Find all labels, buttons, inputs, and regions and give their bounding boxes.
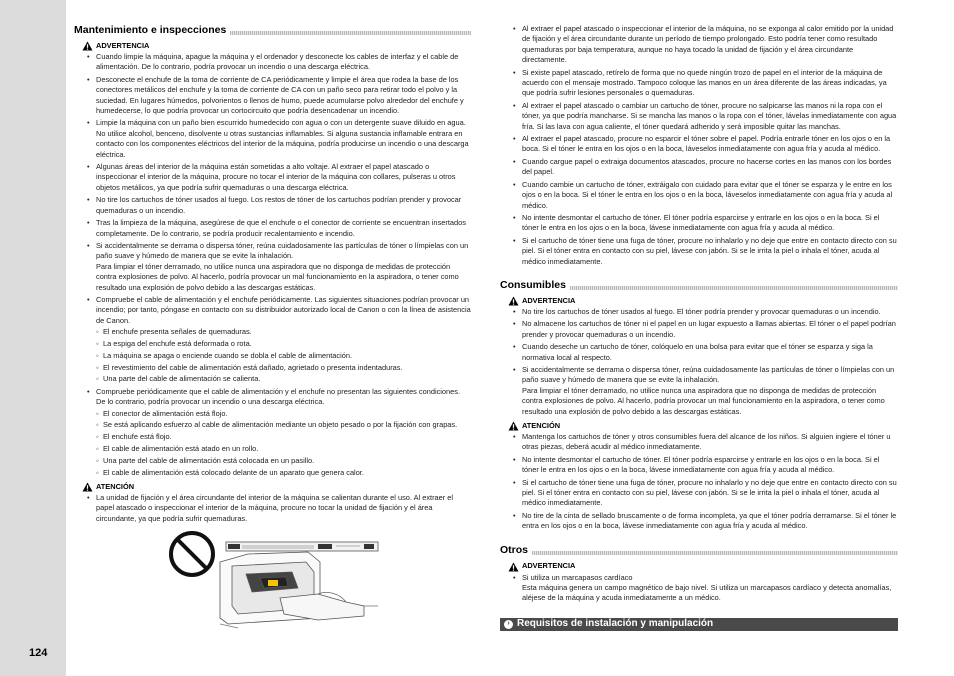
section-title: Otros bbox=[500, 544, 532, 556]
warning-label: ADVERTENCIA bbox=[522, 295, 576, 305]
list-item bbox=[522, 319, 898, 340]
left-column bbox=[74, 18, 471, 634]
section-header-others bbox=[500, 544, 898, 556]
caution-list bbox=[74, 493, 471, 524]
item-text: Limpie la máquina con un paño bien escurrido humedecido con agua o con un detergente suave diluido en agua. No utilice alcohol, benceno, disolvente u otras sustancias inflamables. Si alguna sustancia inflamable entrara en contacto con los componentes eléctricos del interior de la máquina, podría producirse un incendio o una descarga eléctrica. bbox=[96, 118, 469, 159]
list-item: • Si el cartucho de tóner tiene una fuga de tóner, procure no inhalarlo y no deje que entre en contacto directo con su piel. Si el tóner entra en contacto con su piel, lávese con jabón. Si se le irrita la piel o inhala el tóner, acuda al médico inmediatamente. bbox=[522, 236, 898, 267]
warning-icon bbox=[508, 296, 519, 306]
item-text: Compruebe el cable de alimentación y el enchufe periódicamente. Las siguientes situaciones podrían provocar un incendio; por tanto, póngase en contacto con su distribuidor autorizado local de Canon o con la línea de asistencia de Canon. bbox=[96, 294, 471, 325]
section-bar-title: Requisitos de instalación y manipulación bbox=[517, 618, 714, 630]
fixing-unit-illustration bbox=[168, 528, 388, 634]
list-item bbox=[96, 493, 471, 524]
page-sidebar bbox=[0, 0, 66, 676]
list-item bbox=[96, 75, 471, 117]
illustration-graphic bbox=[168, 528, 388, 634]
chevron-right-icon: › bbox=[504, 620, 513, 629]
caution-heading bbox=[82, 482, 471, 492]
sub-item: ◦ El cable de alimentación está atado en un rollo. bbox=[103, 444, 471, 454]
item-text: No almacene los cartuchos de tóner ni el papel en un lugar expuesto a llamas abiertas. El tóner o el papel podrían prender y provocar quemaduras o un incendio. bbox=[522, 319, 896, 339]
warning-icon bbox=[508, 562, 519, 572]
list-item bbox=[522, 573, 898, 604]
item-text: Tras la limpieza de la máquina, asegúrese de que el enchufe o el conector de corriente se encuentran insertados completamente. De lo contrario, se podría producir recalentamiento e incendio. bbox=[96, 218, 466, 238]
warning-icon bbox=[82, 41, 93, 51]
others-warning-list bbox=[500, 573, 898, 604]
list-item: • Al extraer el papel atascado o cambiar un cartucho de tóner, procure no salpicarse las manos ni la ropa con el tóner, ya que podría mancharse. Si se mancha las manos o la ropa con el tóner, lávelas inmediatamente con agua fría. Si las lava con agua caliente, el tóner quedará adherido y será imposible quitar las manchas. bbox=[522, 101, 898, 132]
list-item bbox=[96, 387, 471, 478]
item-text: Esta máquina genera un campo magnético de bajo nivel. Si utiliza un marcapasos cardíaco y detecta anomalías, aléjese de la máquina y acuda inmediatamente a un médico. bbox=[522, 583, 892, 603]
list-item bbox=[522, 307, 898, 317]
caution-label: ATENCIÓN bbox=[96, 481, 135, 491]
sub-item: ◦ La máquina se apaga o enciende cuando se dobla el cable de alimentación. bbox=[103, 351, 471, 361]
item-text: Si accidentalmente se derrama o dispersa tóner, reúna cuidadosamente las partículas de tóner o límpielas con un paño suave y húmedo de manera que se evite la inhalación. bbox=[522, 364, 895, 385]
list-item bbox=[96, 295, 471, 385]
right-column bbox=[500, 24, 898, 631]
item-extra: Para limpiar el tóner derramado, no utilice nunca una aspiradora que no disponga de medidas de protección contra explosiones de polvo. Al hacerlo, podría provocar un mal funcionamiento en la aspiradora, o tener como resultado una explosión de polvo debido a las descargas estáticas. bbox=[522, 385, 885, 416]
item-text: Algunas áreas del interior de la máquina están sometidas a alto voltaje. Al extraer el papel atascado o inspeccionar el interior de la máquina, procure no tocar el interior de la máquina con collares, pulseras u otros objetos metálicos, ya que podría sufrir quemaduras o una descarga eléctrica. bbox=[96, 162, 456, 192]
item-text: Compruebe periódicamente que el cable de alimentación y el enchufe no presentan las siguientes condiciones. De lo contrario, podría provocar un incendio o una descarga eléctrica. bbox=[96, 386, 461, 407]
printer-drawing bbox=[220, 542, 378, 628]
sub-list bbox=[96, 409, 471, 478]
sub-item: ◦ Se está aplicando esfuerzo al cable de alimentación mediante un objeto pesado o por la fijación con grapas. bbox=[103, 420, 471, 430]
caution-icon bbox=[82, 482, 93, 492]
list-item bbox=[96, 195, 471, 216]
item-text: No tire los cartuchos de tóner usados al fuego. El tóner podría prender y provocar quemaduras o un incendio. bbox=[522, 306, 881, 316]
item-text: Si accidentalmente se derrama o dispersa tóner, reúna cuidadosamente las partículas de tóner o límpielas con un paño suave y húmedo de manera que se evite la inhalación. bbox=[96, 240, 469, 261]
sub-item: ◦ La espiga del enchufe está deformada o rota. bbox=[103, 339, 471, 349]
item-extra: Para limpiar el tóner derramado, no utilice nunca una aspiradora que no disponga de medidas de protección contra explosiones de polvo. Al hacerlo, podría provocar un mal funcionamiento en la aspiradora, o tener como resultado una explosión de polvo debido a las descargas estáticas. bbox=[96, 261, 459, 292]
caution-icon bbox=[508, 421, 519, 431]
sub-item: ◦ El enchufe presenta señales de quemaduras. bbox=[103, 327, 471, 337]
section-header-maintenance bbox=[74, 24, 471, 36]
item-text: Desconecte el enchufe de la toma de corriente de CA periódicamente y limpie el área que rodea la base de los conectores metálicos del enchufe y la toma de corriente de CA con un paño seco para retirar todo el polvo y la suciedad. En lugares húmedos, polvorientos o llenos de humo, puede acumularse polvo alrededor del enchufe y humedecerse, lo que podría provocar un cortocircuito que podría desencadenar un incendio. bbox=[96, 74, 464, 116]
caution-label: ATENCIÓN bbox=[522, 420, 561, 430]
list-item: • Cuando cambie un cartucho de tóner, extráigalo con cuidado para evitar que el tóner se esparza y le entre en los ojos o en la boca. Si el tóner le entra en los ojos o en la boca, láveselos inmediatamente con agua fría y acuda al médico. bbox=[522, 180, 898, 211]
warning-heading bbox=[508, 296, 898, 306]
item-title: Si utiliza un marcapasos cardíaco bbox=[522, 572, 633, 582]
item-text: No tire los cartuchos de tóner usados al fuego. Los restos de tóner de los cartuchos podrían prender y provocar quemaduras o un incendio. bbox=[96, 195, 462, 215]
prohibition-icon bbox=[171, 533, 213, 575]
sub-item: ◦ El enchufe está flojo. bbox=[103, 432, 471, 442]
list-item bbox=[96, 118, 471, 160]
list-item: • Si el cartucho de tóner tiene una fuga de tóner, procure no inhalarlo y no deje que entre en contacto directo con su piel. Si el tóner entra en contacto con su piel, lávese con jabón. Si se le irrita la piel o inhala el tóner, acuda al médico inmediatamente. bbox=[522, 478, 898, 509]
list-item: • Si existe papel atascado, retírelo de forma que no quede ningún trozo de papel en el interior de la máquina de acuerdo con el mensaje mostrado. Tampoco coloque las manos en un área diferente de las áreas indicadas, ya que podría sufrir lesiones personales o quemaduras. bbox=[522, 68, 898, 99]
list-item: • Al extraer el papel atascado o inspeccionar el interior de la máquina, no se exponga al calor emitido por la unidad de fijación y el área circundante durante un período de tiempo prolongado. Esto podría tener como resultado quemaduras por baja temperatura, aunque no haya tocado la unidad de fijación y el área circundante directamente. bbox=[522, 24, 898, 66]
page-number: 124 bbox=[29, 647, 48, 659]
list-item: • No intente desmontar el cartucho de tóner. El tóner podría esparcirse y entrarle en los ojos o en la boca. Si el tóner le entra en los ojos o en la boca, lávese inmediatamente con agua fría y acuda al médico. bbox=[522, 213, 898, 234]
section-header-consumables bbox=[500, 279, 898, 291]
sub-item: ◦ El cable de alimentación está colocado delante de un aparato que genera calor. bbox=[103, 468, 471, 478]
sub-item: ◦ Una parte del cable de alimentación está colocada en un pasillo. bbox=[103, 456, 471, 466]
warning-list bbox=[74, 52, 471, 478]
list-item: • No intente desmontar el cartucho de tóner. El tóner podría esparcirse y entrarle en los ojos o en la boca. Si el tóner le entra en los ojos o en la boca, lávese inmediatamente con agua fría y acuda al médico. bbox=[522, 455, 898, 476]
item-text: Cuando deseche un cartucho de tóner, colóquelo en una bolsa para evitar que el tóner se esparza y siga la normativa local al respecto. bbox=[522, 342, 873, 362]
sub-list bbox=[96, 327, 471, 385]
warning-heading bbox=[82, 41, 471, 51]
warning-heading bbox=[508, 562, 898, 572]
warning-label: ADVERTENCIA bbox=[522, 561, 576, 571]
section-title: Consumibles bbox=[500, 279, 570, 291]
section-bar-installation bbox=[500, 618, 898, 631]
continued-caution-list bbox=[500, 24, 898, 267]
list-item bbox=[96, 162, 471, 193]
list-item: • Cuando cargue papel o extraiga documentos atascados, procure no hacerse cortes en las manos con los bordes del papel. bbox=[522, 157, 898, 178]
list-item: • Al extraer el papel atascado, procure no esparcir el tóner sobre el papel. Podría entrarle tóner en los ojos o en la boca. Si el tóner le entra en los ojos o en la boca, láveselos inmediatamente con agua fría y acuda al médico. bbox=[522, 134, 898, 155]
sub-item: ◦ El conector de alimentación está flojo. bbox=[103, 409, 471, 419]
consumables-caution-list bbox=[500, 432, 898, 532]
list-item bbox=[96, 218, 471, 239]
list-item: • No tire de la cinta de sellado bruscamente o de forma incompleta, ya que el tóner podría derramarse. Si el tóner le entra en los ojos o en la boca, lávese inmediatamente con agua fría y acuda al médico. bbox=[522, 511, 898, 532]
list-item bbox=[96, 241, 471, 293]
item-text: La unidad de fijación y el área circundante del interior de la máquina se calientan durante el uso. Al extraer el papel atascado o inspeccionar el interior de la máquina, procure no tocar la unidad de fijación y el área circundante, ya que podría sufrir quemaduras. bbox=[96, 492, 454, 523]
list-item bbox=[96, 52, 471, 73]
list-item: • Mantenga los cartuchos de tóner y otros consumibles fuera del alcance de los niños. Si alguien ingiere el tóner u otras piezas, deberá acudir al médico inmediatamente. bbox=[522, 432, 898, 453]
section-title: Mantenimiento e inspecciones bbox=[74, 24, 230, 36]
list-item bbox=[522, 342, 898, 363]
list-item bbox=[522, 365, 898, 417]
warning-label: ADVERTENCIA bbox=[96, 40, 150, 50]
item-text: Cuando limpie la máquina, apague la máquina y el ordenador y desconecte los cables de interfaz y el cable de alimentación. De lo contrario, podría provocar un incendio o una descarga eléctrica. bbox=[96, 52, 459, 72]
sub-item: ◦ El revestimiento del cable de alimentación está dañado, agrietado o presenta indentaduras. bbox=[103, 363, 471, 373]
caution-heading bbox=[508, 421, 898, 431]
consumables-warning-list bbox=[500, 307, 898, 417]
section-rule bbox=[500, 551, 898, 555]
sub-item: ◦ Una parte del cable de alimentación se calienta. bbox=[103, 374, 471, 384]
